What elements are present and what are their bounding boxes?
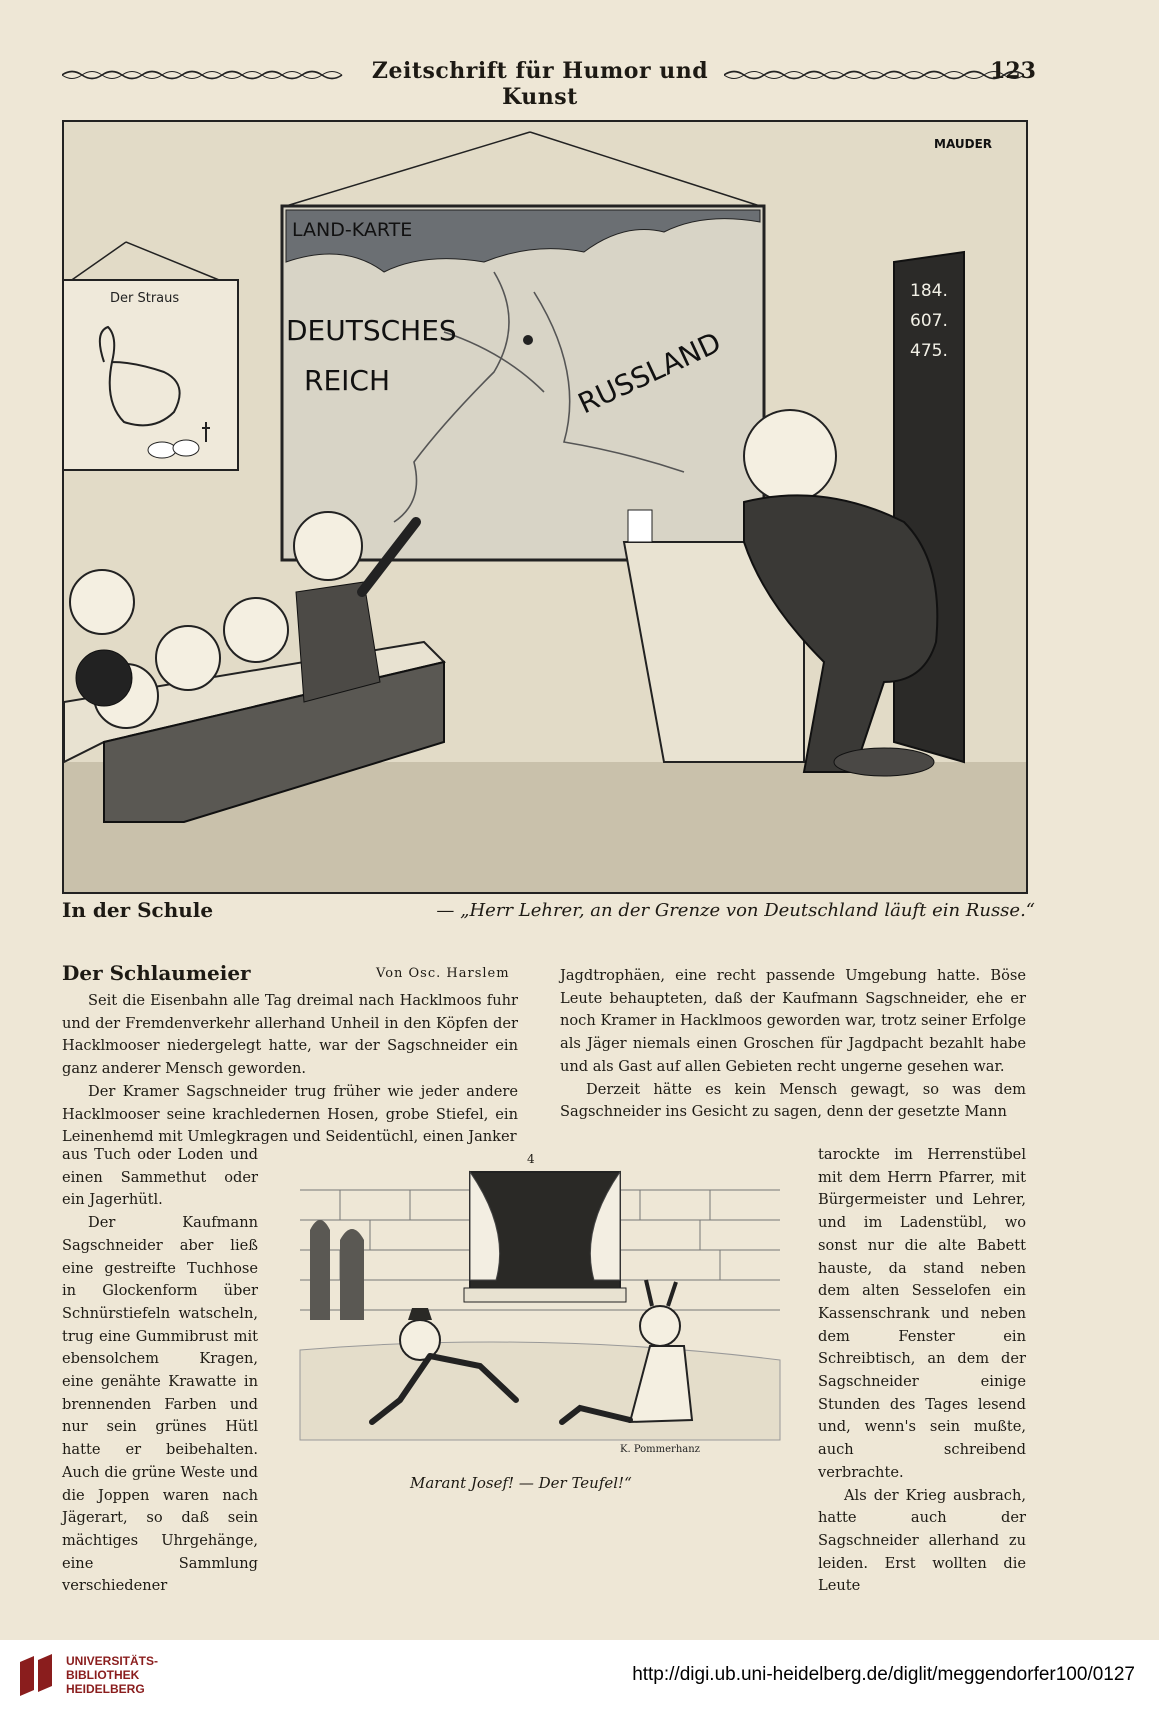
page-header: [62, 58, 1036, 110]
library-name-line: HEIDELBERG: [66, 1682, 145, 1696]
classroom-drawing: [64, 122, 1026, 892]
paragraph: Seit die Eisenbahn alle Tag dreimal nach Hacklmoos fuhr und der Fremdenverkehr allerhand Unheil in den Köpfen der Hacklmooser niedergelegt hatte, war der Sagschneider ein ganz anderer Mensch geworden.: [62, 992, 518, 1078]
cartoon-title: In der Schule: [62, 898, 214, 922]
story-title: Der Schlaumeier: [62, 961, 251, 985]
ostrich-poster: [64, 280, 238, 470]
poster-label: Der Straus: [110, 291, 180, 306]
cartoon-illustration: [62, 120, 1028, 894]
story-column-right-top: [560, 965, 1026, 1124]
map-label-germany-line2: REICH: [304, 364, 391, 397]
library-name-line: UNIVERSITÄTS-: [66, 1654, 159, 1668]
paragraph: tarockte im Herrenstübel mit dem Herrn Pfarrer, mit Bürgermeister und Lehrer, und im Ladenstübl, wo sonst nur die alte Babett hauste, da stand neben dem alten Sesselofen ein Kassenschrank und neben dem Fenster ein Schreibtisch, an dem der Sagschneider einige Stunden des Tages lesend und, wenn's sein mußte, auch schreibend verbrachte.: [818, 1146, 1026, 1481]
library-name: [66, 1654, 158, 1696]
cartoon-quote: — „Herr Lehrer, an der Grenze von Deutschland läuft ein Russe.“: [436, 900, 1035, 921]
paragraph: Der Kaufmann Sagschneider aber ließ eine gestreifte Tuchhose in Glockenform über Schnürstiefeln watscheln, trug eine Gummibrust mit ebensolchem Kragen, eine genähte Krawatte in brennenden Farben und nur sein grünes Hütl hatte er beibehalten. Auch die grüne Weste und die Joppen waren nach Jägerart, so daß sein mächtiges Uhrgehänge, eine Sammlung verschiedener: [62, 1214, 258, 1595]
blackboard-number-3: 475.: [910, 341, 948, 361]
pupil: [70, 570, 134, 634]
story-column-left-narrow: [62, 1144, 258, 1598]
pupil: [156, 626, 220, 690]
paragraph: Derzeit hätte es kein Mensch gewagt, so was dem Sagschneider ins Gesicht zu sagen, denn der gesetzte Mann: [560, 1080, 1026, 1121]
page-number: 123: [990, 58, 1036, 84]
illustration-number: 4: [527, 1152, 535, 1166]
paragraph: aus Tuch oder Loden und einen Sammethut oder ein Jagerhütl.: [62, 1146, 258, 1209]
permalink-url[interactable]: http://digi.ub.uni-heidelberg.de/diglit/meggendorfer100/0127: [632, 1664, 1135, 1685]
cartoon-signature: MAUDER: [934, 137, 993, 151]
blackboard-number-2: 607.: [910, 311, 948, 331]
map-label-germany-line1: DEUTSCHES: [286, 314, 457, 347]
story-column-right-narrow: [818, 1144, 1026, 1598]
map-label-russia: RUSSLAND: [573, 325, 726, 421]
story-illustration: [280, 1170, 796, 1465]
story-column-left-top: [62, 990, 518, 1149]
pupil: [224, 598, 288, 662]
magazine-title: Zeitschrift für Humor und Kunst: [371, 58, 709, 110]
paragraph: Jagdtrophäen, eine recht passende Umgebung hatte. Böse Leute behaupteten, daß der Kaufmann Sagschneider, ehe er noch Kramer in Hacklmoos geworden war, trotz seiner Erfolge als Jäger niemals einen Groschen für Jagdpacht bezahlt habe und als Gast auf allen Gebieten recht ungerne gesehen war.: [560, 967, 1026, 1075]
ornament-left-icon: [62, 68, 352, 82]
map-title: LAND-KARTE: [292, 219, 413, 241]
teacher-head: [744, 410, 836, 502]
digitization-footer: [0, 1640, 1159, 1715]
bug-icon: [523, 335, 533, 345]
ornament-right-icon: [724, 68, 1024, 82]
illustration-signature: K. Pommerhanz: [620, 1444, 700, 1455]
library-name-line: BIBLIOTHEK: [66, 1668, 140, 1682]
illustration-drawing: [280, 1170, 796, 1465]
pupil-pointing: [294, 512, 362, 580]
blackboard-number-1: 184.: [910, 281, 948, 301]
paragraph: Der Kramer Sagschneider trug früher wie jeder andere Hacklmooser seine krachledernen Hosen, grobe Stiefel, ein Leinenhemd mit Umlegkragen und Seidentüchl, einen Janker: [62, 1082, 518, 1146]
library-logo-icon: [14, 1652, 58, 1702]
paragraph: Als der Krieg ausbrach, hatte auch der Sagschneider allerhand zu leiden. Erst wollten die Leute: [818, 1486, 1026, 1595]
seated-woman: [640, 1306, 680, 1346]
illustration-caption: Marant Josef! — Der Teufel!“: [410, 1474, 632, 1492]
story-byline: Von Osc. Harslem: [376, 966, 510, 981]
